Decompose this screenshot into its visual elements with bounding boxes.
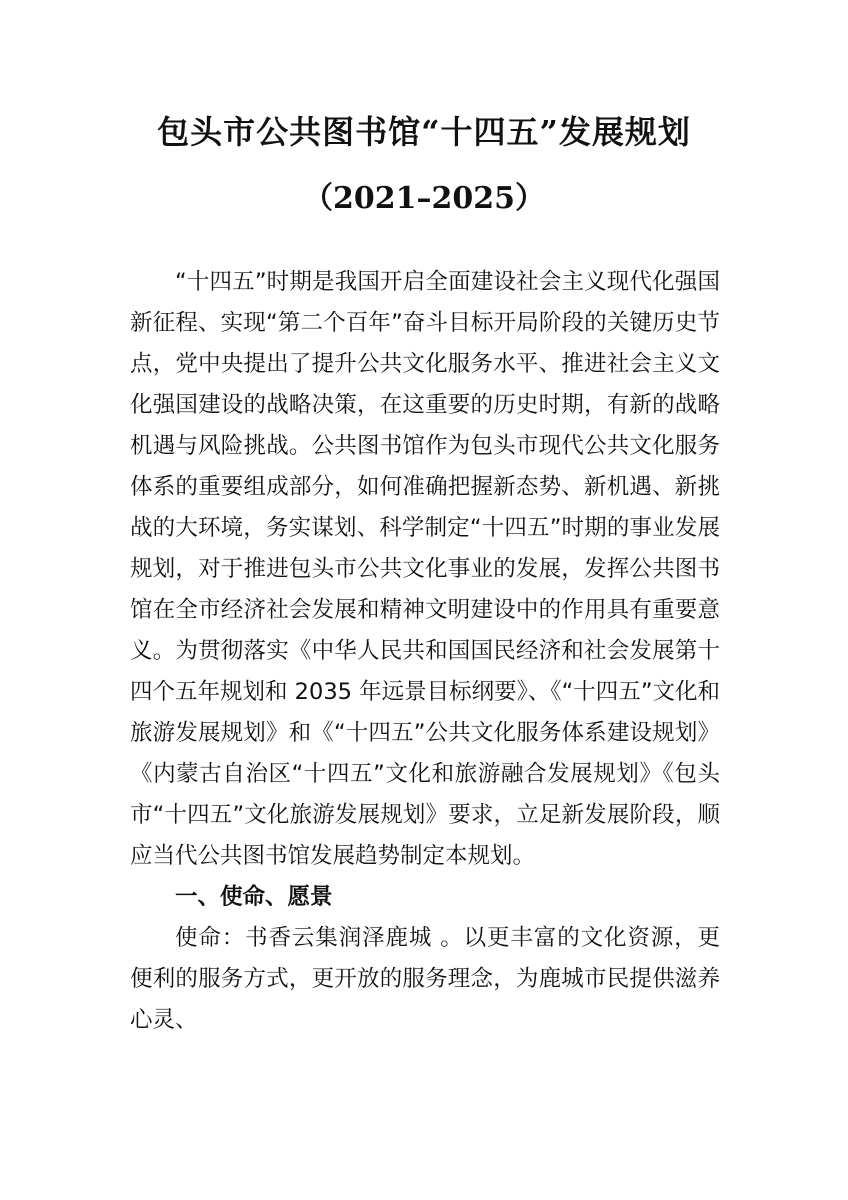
mission-paragraph: 使命：书香云集润泽鹿城 。以更丰富的文化资源，更便利的服务方式，更开放的服务理念，为鹿城市民提供滋养心灵、 [130, 925, 720, 1033]
document-subtitle: （2021–2025） [303, 181, 545, 216]
document-title: 包头市公共图书馆“十四五”发展规划 [157, 113, 691, 151]
intro-paragraph: “十四五”时期是我国开启全面建设社会主义现代化强国新征程、实现“第二个百年”奋斗目标开局阶段的关键历史节点，党中央提出了提升公共文化服务水平、推进社会主义文化强国建设的战略决策，在这重要的历史时期，有新的战略机遇与风险挑战。公共图书馆作为包头市现代公共文化服务体系的重要组成部分，如何准确把握新态势、新机遇、新挑战的大环境，务实谋划、科学制定“十四五”时期的事业发展规划，对于推进包头市公共文化事业的发展，发挥公共图书馆在全市经济社会发展和精神文明建设中的作用具有重要意义。为贯彻落实《中华人民共和国国民经济和社会发展第十四个五年规划和 2035 年远景目标纲要》、《“十四五”文化和旅游发展规划》和《“十四五”公共文化服务体系建设规划》《内蒙古自治区“十四五”文化和旅游融合发展规划》《包头市“十四五”文化旅游发展规划》要求，立足新发展阶段，顺应当代公共图书馆发展趋势制定本规划。 [130, 269, 720, 869]
document-body [130, 262, 720, 1041]
section-heading-mission-vision: 一、使命、愿景 [175, 884, 333, 910]
